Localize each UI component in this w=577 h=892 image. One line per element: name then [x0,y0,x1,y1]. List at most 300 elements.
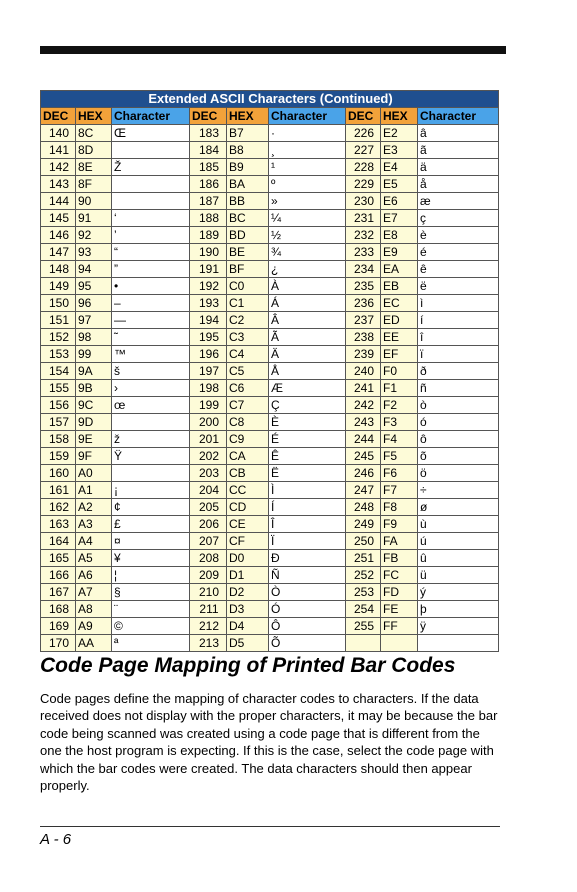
cell-character: © [112,618,190,635]
cell-dec: 247 [346,482,381,499]
cell-dec: 227 [346,142,381,159]
table-row [41,125,499,142]
cell-hex: 91 [76,210,112,227]
cell-hex: E9 [381,244,418,261]
cell-character: œ [112,397,190,414]
cell-hex: F4 [381,431,418,448]
cell-dec: 157 [41,414,76,431]
cell-dec: 242 [346,397,381,414]
cell-character: è [418,227,499,244]
cell-hex: BD [227,227,269,244]
cell-dec: 193 [190,295,227,312]
cell-character: ¹ [269,159,346,176]
cell-character: Ã [269,329,346,346]
cell-hex: A6 [76,567,112,584]
cell-hex: A9 [76,618,112,635]
table-row [41,193,499,210]
cell-character [112,193,190,210]
cell-dec: 142 [41,159,76,176]
cell-dec: 145 [41,210,76,227]
cell-character: È [269,414,346,431]
cell-dec: 244 [346,431,381,448]
cell-dec: 163 [41,516,76,533]
cell-hex: CE [227,516,269,533]
table-row [41,601,499,618]
cell-character: · [269,125,346,142]
cell-dec: 189 [190,227,227,244]
cell-hex: AA [76,635,112,652]
cell-hex: FD [381,584,418,601]
header-character: Character [269,108,346,125]
cell-dec: 253 [346,584,381,601]
cell-hex: 94 [76,261,112,278]
cell-dec: 146 [41,227,76,244]
cell-hex: 99 [76,346,112,363]
cell-character: ê [418,261,499,278]
cell-character: ½ [269,227,346,244]
cell-hex: BC [227,210,269,227]
cell-character: ð [418,363,499,380]
cell-dec: 237 [346,312,381,329]
cell-character: í [418,312,499,329]
cell-dec: 158 [41,431,76,448]
cell-hex: FE [381,601,418,618]
cell-hex: 98 [76,329,112,346]
cell-character: Ž [112,159,190,176]
cell-dec: 156 [41,397,76,414]
table-row [41,278,499,295]
cell-character: – [112,295,190,312]
cell-character: » [269,193,346,210]
cell-hex: BF [227,261,269,278]
cell-character: ÷ [418,482,499,499]
cell-character: ¨ [112,601,190,618]
cell-character: ” [112,261,190,278]
cell-character: î [418,329,499,346]
cell-dec: 243 [346,414,381,431]
cell-dec: 249 [346,516,381,533]
cell-hex: F0 [381,363,418,380]
cell-character: ‘ [112,210,190,227]
table-row [41,448,499,465]
cell-hex: EF [381,346,418,363]
body-paragraph: Code pages define the mapping of character codes to characters. If the data received does not display with the proper characters, it may be because the bar code being scanned was created using a code page that is different from the one the host program is expecting. If this is the case, select the code page with which the bar codes were created. The data characters should then appear properly. [40,691,498,794]
cell-character: À [269,278,346,295]
cell-dec: 199 [190,397,227,414]
table-row [41,635,499,652]
cell-dec: 198 [190,380,227,397]
cell-character: Â [269,312,346,329]
cell-character: Ï [269,533,346,550]
cell-hex: 95 [76,278,112,295]
cell-hex: A8 [76,601,112,618]
table-row [41,312,499,329]
cell-character: ä [418,159,499,176]
extended-ascii-table [40,90,499,652]
cell-dec: 252 [346,567,381,584]
cell-hex: D1 [227,567,269,584]
cell-hex: ED [381,312,418,329]
cell-character: £ [112,516,190,533]
header-character: Character [112,108,190,125]
cell-dec: 248 [346,499,381,516]
cell-dec: 238 [346,329,381,346]
cell-character: ¡ [112,482,190,499]
cell-hex: BA [227,176,269,193]
cell-hex: C9 [227,431,269,448]
cell-hex: F8 [381,499,418,516]
cell-dec: 228 [346,159,381,176]
cell-hex: 92 [76,227,112,244]
cell-character: õ [418,448,499,465]
cell-hex: F5 [381,448,418,465]
cell-dec: 233 [346,244,381,261]
cell-character: Æ [269,380,346,397]
cell-character: ï [418,346,499,363]
cell-hex: 9D [76,414,112,431]
cell-dec: 170 [41,635,76,652]
column-header-row [41,108,499,125]
cell-dec: 201 [190,431,227,448]
cell-dec: 185 [190,159,227,176]
cell-character [112,176,190,193]
header-dec: DEC [346,108,381,125]
cell-dec: 236 [346,295,381,312]
cell-dec: 150 [41,295,76,312]
cell-dec: 241 [346,380,381,397]
header-hex: HEX [227,108,269,125]
cell-hex: 97 [76,312,112,329]
cell-hex: C0 [227,278,269,295]
cell-dec: 208 [190,550,227,567]
cell-dec: 203 [190,465,227,482]
cell-hex: A1 [76,482,112,499]
cell-hex: 8E [76,159,112,176]
cell-dec: 167 [41,584,76,601]
cell-hex: F6 [381,465,418,482]
cell-hex: D4 [227,618,269,635]
cell-character: Ì [269,482,346,499]
table-row [41,550,499,567]
top-rule [40,46,506,54]
table-row [41,363,499,380]
bottom-rule [40,826,500,827]
cell-character: ñ [418,380,499,397]
cell-character: ž [112,431,190,448]
page-number: A - 6 [40,831,72,848]
cell-character: Õ [269,635,346,652]
cell-hex: 9B [76,380,112,397]
cell-hex: D2 [227,584,269,601]
cell-dec: 206 [190,516,227,533]
cell-dec: 255 [346,618,381,635]
cell-dec: 143 [41,176,76,193]
cell-dec: 155 [41,380,76,397]
table-row [41,516,499,533]
cell-character: ü [418,567,499,584]
cell-hex: 96 [76,295,112,312]
cell-hex: CA [227,448,269,465]
cell-hex: FA [381,533,418,550]
cell-character: É [269,431,346,448]
cell-hex: F3 [381,414,418,431]
cell-character: ¥ [112,550,190,567]
cell-hex: 9C [76,397,112,414]
cell-hex: 9F [76,448,112,465]
cell-hex: A3 [76,516,112,533]
cell-character: æ [418,193,499,210]
cell-character: ’ [112,227,190,244]
section-title: Code Page Mapping of Printed Bar Codes [40,654,456,677]
cell-dec: 240 [346,363,381,380]
cell-character: û [418,550,499,567]
cell-dec: 191 [190,261,227,278]
cell-character: ã [418,142,499,159]
cell-dec: 192 [190,278,227,295]
cell-hex: A5 [76,550,112,567]
cell-hex: E5 [381,176,418,193]
table-row [41,261,499,278]
cell-character: ª [112,635,190,652]
cell-dec: 229 [346,176,381,193]
cell-dec: 162 [41,499,76,516]
cell-dec: 230 [346,193,381,210]
cell-character: â [418,125,499,142]
cell-character: å [418,176,499,193]
cell-character: — [112,312,190,329]
cell-hex: FC [381,567,418,584]
table-row [41,380,499,397]
cell-dec: 168 [41,601,76,618]
cell-dec: 187 [190,193,227,210]
cell-dec: 183 [190,125,227,142]
cell-dec: 194 [190,312,227,329]
cell-hex: B7 [227,125,269,142]
cell-character: § [112,584,190,601]
cell-character: ¤ [112,533,190,550]
table-row [41,482,499,499]
table-row [41,533,499,550]
cell-character: ¿ [269,261,346,278]
cell-hex: 9E [76,431,112,448]
cell-hex: D0 [227,550,269,567]
cell-hex: B8 [227,142,269,159]
cell-hex: C2 [227,312,269,329]
cell-hex: 8D [76,142,112,159]
cell-hex: 93 [76,244,112,261]
cell-dec: 188 [190,210,227,227]
cell-dec: 231 [346,210,381,227]
cell-hex: CC [227,482,269,499]
table-row [41,176,499,193]
cell-character: “ [112,244,190,261]
cell-hex: D5 [227,635,269,652]
cell-dec: 209 [190,567,227,584]
cell-dec: 250 [346,533,381,550]
table-row [41,618,499,635]
cell-dec: 160 [41,465,76,482]
cell-character: š [112,363,190,380]
cell-character: ë [418,278,499,295]
cell-character: ý [418,584,499,601]
cell-hex: C3 [227,329,269,346]
cell-hex: F1 [381,380,418,397]
cell-character: ö [418,465,499,482]
cell-character: ô [418,431,499,448]
table-row [41,499,499,516]
cell-dec: 213 [190,635,227,652]
cell-character: Ÿ [112,448,190,465]
cell-character: ¸ [269,142,346,159]
cell-dec: 169 [41,618,76,635]
table-row [41,210,499,227]
cell-character: º [269,176,346,193]
cell-dec: 232 [346,227,381,244]
table-row [41,465,499,482]
table-row [41,584,499,601]
cell-character: ç [418,210,499,227]
cell-dec: 149 [41,278,76,295]
cell-dec: 254 [346,601,381,618]
cell-character: • [112,278,190,295]
cell-dec: 204 [190,482,227,499]
cell-dec: 210 [190,584,227,601]
cell-hex [381,635,418,652]
cell-dec: 200 [190,414,227,431]
cell-character: ú [418,533,499,550]
cell-hex: CF [227,533,269,550]
cell-character: Å [269,363,346,380]
cell-character: Ó [269,601,346,618]
cell-hex: 8C [76,125,112,142]
header-dec: DEC [41,108,76,125]
cell-hex: BE [227,244,269,261]
cell-character: Á [269,295,346,312]
cell-character: Ñ [269,567,346,584]
cell-character: › [112,380,190,397]
table-body [41,125,499,652]
cell-dec: 195 [190,329,227,346]
cell-dec: 211 [190,601,227,618]
cell-character: é [418,244,499,261]
cell-dec: 245 [346,448,381,465]
cell-dec: 207 [190,533,227,550]
cell-character: ¼ [269,210,346,227]
cell-dec: 153 [41,346,76,363]
cell-hex: F2 [381,397,418,414]
table-row [41,397,499,414]
cell-character: ó [418,414,499,431]
cell-dec: 154 [41,363,76,380]
table-row [41,431,499,448]
cell-hex: CB [227,465,269,482]
cell-character: ˜ [112,329,190,346]
cell-character: ¾ [269,244,346,261]
cell-character: ø [418,499,499,516]
table-row [41,414,499,431]
cell-dec: 152 [41,329,76,346]
cell-character: ò [418,397,499,414]
cell-character: Ä [269,346,346,363]
cell-dec [346,635,381,652]
table-row [41,159,499,176]
cell-character: Ê [269,448,346,465]
cell-dec: 148 [41,261,76,278]
cell-dec: 212 [190,618,227,635]
cell-dec: 159 [41,448,76,465]
cell-dec: 235 [346,278,381,295]
cell-character: þ [418,601,499,618]
cell-hex: D3 [227,601,269,618]
cell-dec: 251 [346,550,381,567]
cell-hex: B9 [227,159,269,176]
cell-character: Î [269,516,346,533]
cell-character [112,465,190,482]
cell-dec: 161 [41,482,76,499]
cell-dec: 186 [190,176,227,193]
cell-dec: 144 [41,193,76,210]
cell-hex: EE [381,329,418,346]
cell-character: Ç [269,397,346,414]
cell-hex: A4 [76,533,112,550]
cell-hex: C1 [227,295,269,312]
cell-dec: 141 [41,142,76,159]
cell-hex: F7 [381,482,418,499]
cell-hex: C4 [227,346,269,363]
table-title: Extended ASCII Characters (Continued) [41,91,499,108]
cell-character: Ò [269,584,346,601]
cell-dec: 234 [346,261,381,278]
cell-character [112,142,190,159]
cell-character: ¢ [112,499,190,516]
cell-hex: 90 [76,193,112,210]
cell-hex: C6 [227,380,269,397]
cell-hex: FB [381,550,418,567]
table-row [41,244,499,261]
header-hex: HEX [381,108,418,125]
cell-dec: 166 [41,567,76,584]
cell-dec: 164 [41,533,76,550]
table-row [41,567,499,584]
cell-hex: A7 [76,584,112,601]
cell-hex: EB [381,278,418,295]
cell-hex: 8F [76,176,112,193]
table-row [41,329,499,346]
cell-hex: EC [381,295,418,312]
cell-hex: EA [381,261,418,278]
cell-hex: CD [227,499,269,516]
cell-hex: F9 [381,516,418,533]
cell-character: ÿ [418,618,499,635]
cell-hex: E6 [381,193,418,210]
cell-hex: C5 [227,363,269,380]
cell-dec: 151 [41,312,76,329]
cell-dec: 190 [190,244,227,261]
cell-hex: E3 [381,142,418,159]
cell-character: ù [418,516,499,533]
cell-hex: 9A [76,363,112,380]
cell-character: Ô [269,618,346,635]
cell-hex: E2 [381,125,418,142]
table-row [41,227,499,244]
header-dec: DEC [190,108,227,125]
cell-character: Đ [269,550,346,567]
cell-hex: C7 [227,397,269,414]
cell-hex: A2 [76,499,112,516]
header-character: Character [418,108,499,125]
cell-hex: BB [227,193,269,210]
table-row [41,142,499,159]
